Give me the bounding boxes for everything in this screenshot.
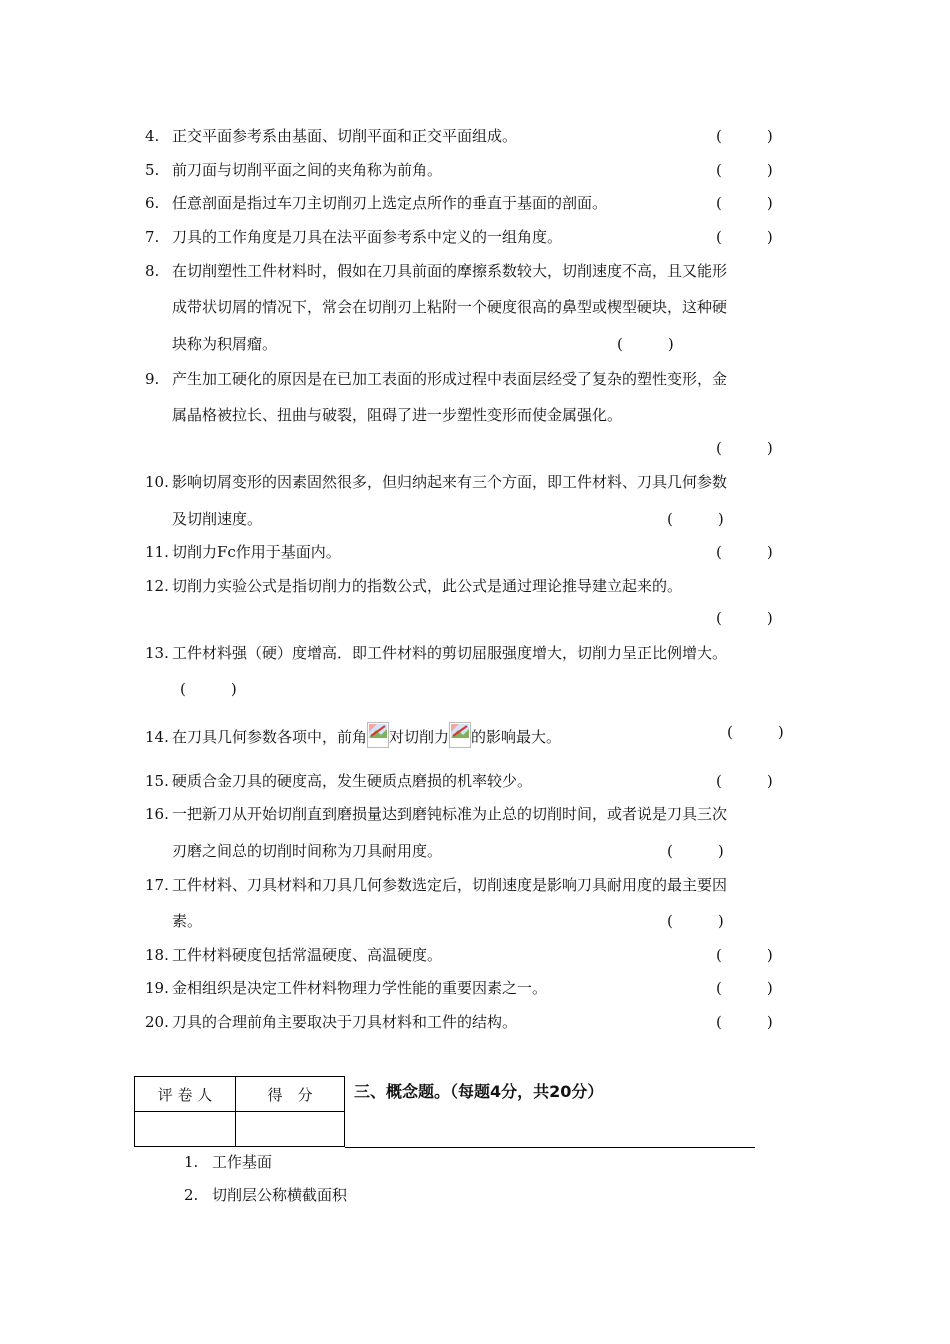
question-text: 刀具的合理前角主要取决于刀具材料和工件的结构。: [172, 1013, 518, 1031]
concept-item: [184, 1152, 272, 1172]
concept-text: 工作基面: [212, 1153, 273, 1171]
answer-parens[interactable]: ( ): [180, 680, 237, 698]
section-divider: [345, 1147, 755, 1148]
question-number: 9.: [145, 370, 160, 388]
question-11: [145, 542, 815, 562]
question-text: 对切削力: [389, 728, 450, 746]
question-16: [145, 804, 815, 824]
question-text-line: 成带状切屑的情况下，常会在切削刃上粘附一个硬度很高的鼻型或楔型硬块，这种硬: [172, 298, 728, 316]
question-17: [145, 875, 815, 895]
question-number: 14.: [145, 728, 169, 746]
answer-parens[interactable]: ( ): [716, 979, 773, 997]
answer-parens[interactable]: ( ): [716, 1013, 773, 1031]
question-10: [145, 472, 815, 492]
question-text: 工件材料、刀具材料和刀具几何参数选定后，切削速度是影响刀具耐用度的最主要因: [172, 876, 728, 894]
question-text: 在切削塑性工件材料时，假如在刀具前面的摩擦系数较大，切削速度不高，且又能形: [172, 262, 728, 280]
answer-parens[interactable]: ( ): [667, 912, 724, 930]
question-number: 10.: [145, 473, 169, 491]
question-14: [145, 722, 815, 748]
question-number: 16.: [145, 805, 169, 823]
question-8: [145, 261, 815, 281]
answer-parens[interactable]: ( ): [716, 127, 773, 145]
question-13: [145, 643, 815, 663]
question-20: [145, 1012, 815, 1032]
question-text: 金相组织是决定工件材料物理力学性能的重要因素之一。: [172, 979, 548, 997]
answer-parens[interactable]: ( ): [716, 946, 773, 964]
concept-text: 切削层公称横截面积: [212, 1186, 348, 1204]
question-number: 12.: [145, 577, 169, 595]
question-number: 5.: [145, 161, 160, 179]
answer-parens[interactable]: ( ): [716, 194, 773, 212]
question-text: 影响切屑变形的因素固然很多，但归纳起来有三个方面，即工件材料、刀具几何参数: [172, 473, 728, 491]
question-text: 硬质合金刀具的硬度高，发生硬质点磨损的机率较少。: [172, 772, 533, 790]
question-number: 20.: [145, 1013, 169, 1031]
question-9: [145, 369, 815, 389]
question-text: 切削力实验公式是指切削力的指数公式，此公式是通过理论推导建立起来的。: [172, 577, 683, 595]
question-text-line: 块称为积屑瘤。: [172, 335, 278, 353]
answer-parens[interactable]: ( ): [667, 842, 724, 860]
question-number: 13.: [145, 644, 169, 662]
score-table: [134, 1076, 345, 1147]
grader-label: 评 卷 人: [135, 1077, 236, 1112]
question-6: [145, 193, 815, 213]
answer-parens[interactable]: ( ): [727, 723, 784, 741]
score-cell[interactable]: [236, 1112, 345, 1147]
question-4: [145, 126, 815, 146]
question-text: 切削力Fc作用于基面内。: [172, 543, 341, 561]
question-text-line: 及切削速度。: [172, 510, 263, 528]
question-12: [145, 576, 815, 596]
question-text: 工件材料硬度包括常温硬度、高温硬度。: [172, 946, 443, 964]
question-number: 8.: [145, 262, 160, 280]
question-text: 前刀面与切削平面之间的夹角称为前角。: [172, 161, 443, 179]
answer-parens[interactable]: ( ): [716, 609, 773, 627]
question-number: 7.: [145, 228, 160, 246]
answer-parens[interactable]: ( ): [667, 510, 724, 528]
question-text-line: 素。: [172, 912, 203, 930]
question-18: [145, 945, 815, 965]
concept-item: [184, 1185, 347, 1205]
answer-parens[interactable]: ( ): [716, 439, 773, 457]
answer-parens[interactable]: ( ): [716, 228, 773, 246]
question-text: 刀具的工作角度是刀具在法平面参考系中定义的一组角度。: [172, 228, 563, 246]
question-text: 正交平面参考系由基面、切削平面和正交平面组成。: [172, 127, 518, 145]
question-text: 工件材料强（硬）度增高．即工件材料的剪切屈服强度增大，切削力呈正比例增大。: [172, 644, 728, 662]
broken-image-icon: [449, 722, 471, 748]
question-number: 6.: [145, 194, 160, 212]
question-15: [145, 771, 815, 791]
concept-number: 1.: [184, 1153, 199, 1171]
grader-cell[interactable]: [135, 1112, 236, 1147]
answer-parens[interactable]: ( ): [716, 543, 773, 561]
question-number: 18.: [145, 946, 169, 964]
question-text-line: 属晶格被拉长、扭曲与破裂，阻碍了进一步塑性变形而使金属强化。: [172, 406, 623, 424]
question-number: 17.: [145, 876, 169, 894]
question-text: 在刀具几何参数各项中，前角: [172, 728, 368, 746]
question-text: 一把新刀从开始切削直到磨损量达到磨钝标准为止总的切削时间，或者说是刀具三次: [172, 805, 728, 823]
question-7: [145, 227, 815, 247]
question-number: 19.: [145, 979, 169, 997]
question-text: 的影响最大。: [471, 728, 562, 746]
question-text: 任意剖面是指过车刀主切削刃上选定点所作的垂直于基面的剖面。: [172, 194, 608, 212]
question-text-line: 刃磨之间总的切削时间称为刀具耐用度。: [172, 842, 443, 860]
question-number: 4.: [145, 127, 160, 145]
question-5: [145, 160, 815, 180]
answer-parens[interactable]: ( ): [716, 772, 773, 790]
question-number: 15.: [145, 772, 169, 790]
answer-parens[interactable]: ( ): [617, 335, 674, 353]
concept-number: 2.: [184, 1186, 199, 1204]
question-number: 11.: [145, 543, 169, 561]
broken-image-icon: [367, 722, 389, 748]
section-title: 三、概念题。（每题4分，共20分）: [354, 1082, 604, 1101]
question-text: 产生加工硬化的原因是在已加工表面的形成过程中表面层经受了复杂的塑性变形，金: [172, 370, 728, 388]
score-label: 得 分: [236, 1077, 345, 1112]
question-19: [145, 978, 815, 998]
answer-parens[interactable]: ( ): [716, 161, 773, 179]
